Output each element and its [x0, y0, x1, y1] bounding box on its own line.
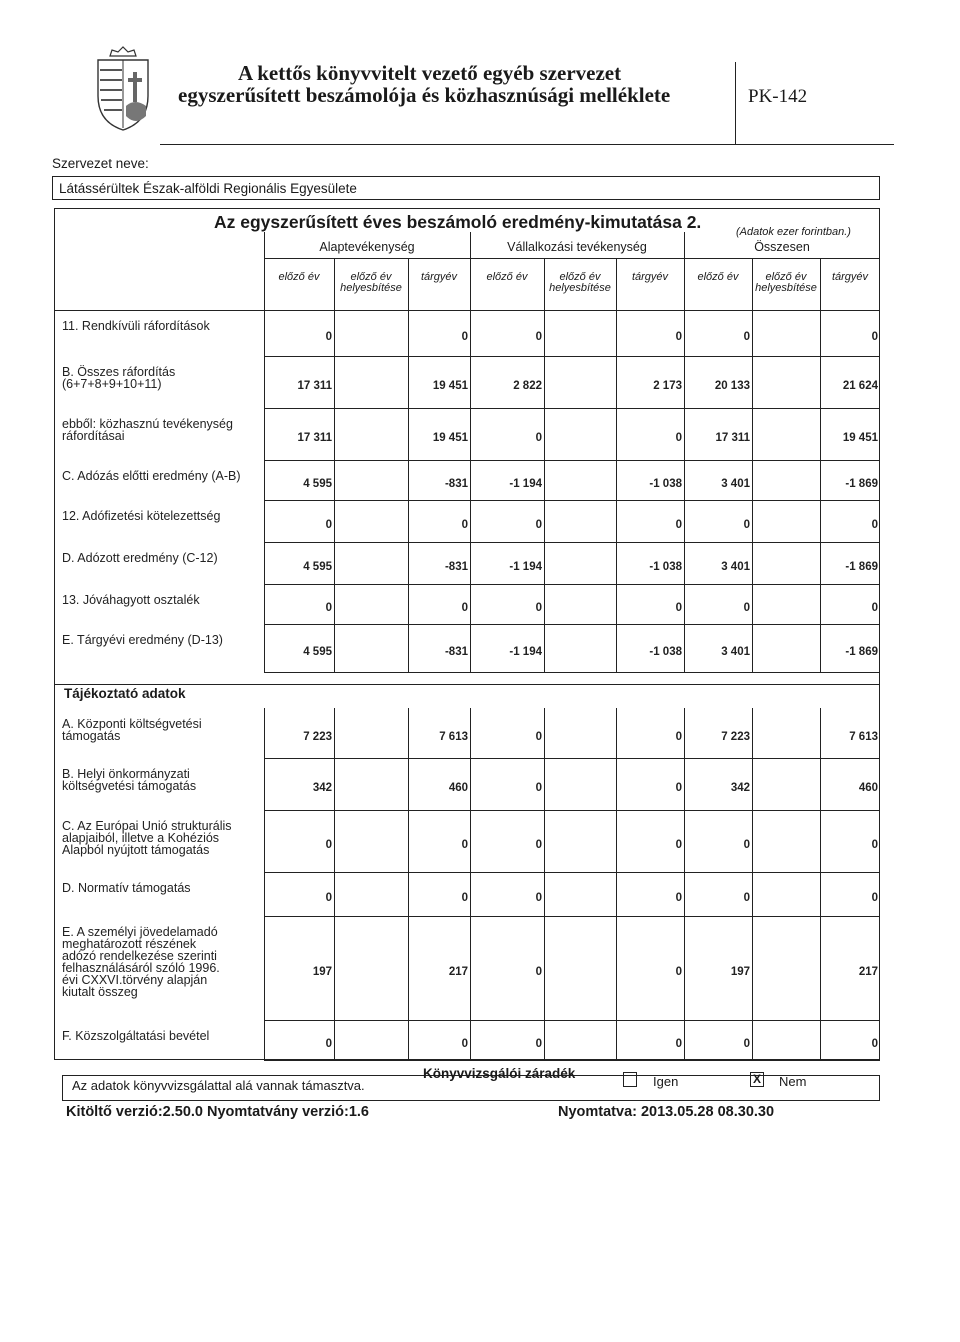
subheader-prev: előző év: [697, 271, 739, 283]
main-row-value: 4 595: [303, 646, 332, 658]
form-title: [178, 62, 670, 106]
main-row-value: 0: [871, 331, 878, 343]
main-row-value: 19 451: [842, 432, 878, 444]
main-row-value: 0: [461, 602, 468, 614]
info-row-label: A. Központi költségvetési támogatás: [62, 717, 202, 743]
info-row-value: 197: [730, 966, 750, 978]
main-row-value: 2 822: [513, 380, 542, 392]
subheader-current: tárgyév: [420, 271, 458, 283]
main-row-value: 0: [535, 602, 542, 614]
main-row-label: 11. Rendkívüli ráfordítások: [62, 319, 210, 333]
org-name: Látássérültek Észak-alföldi Regionális Egyesülete: [59, 181, 357, 196]
info-row-value: 197: [312, 966, 332, 978]
info-row-value: 7 613: [439, 731, 468, 743]
subheader-current: tárgyév: [631, 271, 669, 283]
main-row-value: -1 038: [649, 561, 682, 573]
subheader-prev-adj: előző év helyesbítése: [340, 271, 402, 294]
main-row-value: 0: [535, 519, 542, 531]
info-row-value: 0: [535, 892, 542, 904]
info-row-value: 0: [535, 1038, 542, 1050]
main-row-value: 0: [871, 602, 878, 614]
main-row-value: 3 401: [721, 478, 750, 490]
main-row-value: -1 194: [509, 646, 542, 658]
checkbox-nem[interactable]: X: [750, 1072, 764, 1087]
main-row-value: 21 624: [842, 380, 878, 392]
info-row-value: 0: [535, 839, 542, 851]
info-row-label: E. A személyi jövedelamadó meghatározott részének adózó rendelkezése szerinti felhasználásáról szóló 1996. évi CXXVI.törvény alapján kiutalt összeg: [62, 925, 220, 999]
subheader-current: tárgyév: [831, 271, 869, 283]
version-text: Kitöltő verzió:2.50.0 Nyomtatvány verzió:1.6: [66, 1104, 369, 1120]
info-row-value: 342: [312, 782, 332, 794]
main-row-value: 0: [871, 519, 878, 531]
main-row-value: 0: [743, 331, 750, 343]
subheader-prev-adj: előző év helyesbítése: [755, 271, 817, 294]
main-row-value: 17 311: [297, 380, 332, 392]
main-row-value: 0: [325, 331, 332, 343]
checkbox-igen-label: Igen: [653, 1074, 679, 1089]
main-row-value: 0: [743, 602, 750, 614]
main-row-label: ebből: közhasznú tevékenység ráfordításai: [62, 417, 233, 443]
main-row-value: 0: [675, 519, 682, 531]
main-row-value: -831: [444, 478, 468, 490]
main-row-label: E. Tárgyévi eredmény (D-13): [62, 633, 223, 647]
info-row-label: B. Helyi önkormányzati költségvetési támogatás: [62, 767, 197, 793]
info-row-value: 0: [675, 966, 682, 978]
info-row-value: 0: [871, 1038, 878, 1050]
info-row-label: F. Közszolgáltatási bevétel: [62, 1029, 210, 1043]
main-row-value: -1 194: [509, 561, 542, 573]
main-row-value: -1 038: [649, 478, 682, 490]
info-row-value: 7 223: [303, 731, 332, 743]
main-row-value: -1 869: [845, 478, 878, 490]
main-row-value: -831: [444, 561, 468, 573]
audit-label: Könyvvizsgálói záradék: [423, 1066, 576, 1081]
info-row-value: 0: [325, 839, 332, 851]
subheader-prev: előző év: [486, 271, 528, 283]
checkbox-igen[interactable]: [623, 1072, 637, 1087]
table-title: Az egyszerűsített éves beszámoló eredmény-kimutatása 2.: [214, 212, 702, 232]
info-row-value: 0: [675, 892, 682, 904]
unit-note: (Adatok ezer forintban.): [736, 226, 851, 238]
main-row-value: 4 595: [303, 561, 332, 573]
subheader-prev-adj: előző év helyesbítése: [549, 271, 611, 294]
info-row-value: 0: [675, 1038, 682, 1050]
form-title-line2: egyszerűsített beszámolója és közhasznúsági melléklete: [178, 83, 671, 107]
info-row-value: 0: [535, 782, 542, 794]
info-row-value: 0: [675, 839, 682, 851]
main-row-value: 17 311: [297, 432, 332, 444]
main-row-value: 0: [461, 331, 468, 343]
info-row-value: 0: [461, 839, 468, 851]
checkbox-nem-label: Nem: [779, 1074, 807, 1089]
main-row-label: 12. Adófizetési kötelezettség: [62, 509, 221, 523]
main-row-value: 3 401: [721, 561, 750, 573]
main-row-value: 0: [325, 602, 332, 614]
org-name-box: [52, 176, 880, 200]
main-row-label: B. Összes ráfordítás (6+7+8+9+10+11): [62, 365, 176, 391]
group-total: Összesen: [754, 240, 810, 254]
main-row-value: 4 595: [303, 478, 332, 490]
info-row-value: 0: [743, 1038, 750, 1050]
main-row-value: 2 173: [653, 380, 682, 392]
subheader-prev: előző év: [278, 271, 320, 283]
main-row-value: -1 038: [649, 646, 682, 658]
print-timestamp: Nyomtatva: 2013.05.28 08.30.30: [558, 1104, 775, 1120]
info-row-label: C. Az Európai Unió strukturális alapjaiból, illetve a Kohéziós Alapból nyújtott támogatás: [62, 819, 232, 857]
info-row-value: 0: [675, 731, 682, 743]
main-row-value: 0: [461, 519, 468, 531]
info-row-value: 460: [858, 782, 878, 794]
info-row-value: 0: [743, 839, 750, 851]
main-row-value: 0: [743, 519, 750, 531]
main-row-value: -1 194: [509, 478, 542, 490]
info-row-value: 0: [325, 1038, 332, 1050]
main-row-value: 0: [535, 331, 542, 343]
main-row-value: -1 869: [845, 646, 878, 658]
info-row-value: 0: [461, 892, 468, 904]
main-row-label: D. Adózott eredmény (C-12): [62, 551, 218, 565]
info-row-value: 0: [871, 892, 878, 904]
info-row-value: 7 223: [721, 731, 750, 743]
main-row-value: 19 451: [432, 432, 468, 444]
hungarian-coat-of-arms-icon: [88, 46, 158, 132]
group-business: Vállalkozási tevékenység: [507, 240, 647, 254]
info-row-value: 0: [535, 731, 542, 743]
info-row-value: 0: [461, 1038, 468, 1050]
info-row-value: 342: [730, 782, 750, 794]
main-row-value: 0: [535, 432, 542, 444]
main-row-value: -831: [444, 646, 468, 658]
main-row-label: 13. Jóváhagyott osztalék: [62, 593, 200, 607]
org-label: Szervezet neve:: [52, 156, 149, 171]
info-row-value: 217: [858, 966, 878, 978]
info-row-value: 7 613: [849, 731, 878, 743]
main-row-value: 0: [325, 519, 332, 531]
main-row-value: 17 311: [715, 432, 750, 444]
info-row-value: 217: [448, 966, 468, 978]
form-title-line1: A kettős könyvvitelt vezető egyéb szervezet: [238, 61, 622, 85]
info-row-value: 0: [871, 839, 878, 851]
main-row-value: -1 869: [845, 561, 878, 573]
form-code: PK-142: [748, 86, 808, 107]
info-row-label: D. Normatív támogatás: [62, 881, 191, 895]
info-row-value: 0: [535, 966, 542, 978]
info-row-value: 0: [325, 892, 332, 904]
audit-statement: Az adatok könyvvizsgálattal alá vannak támasztva.: [72, 1078, 365, 1093]
main-row-value: 0: [675, 432, 682, 444]
main-row-label: C. Adózás előtti eredmény (A-B): [62, 469, 241, 483]
main-row-value: 0: [675, 602, 682, 614]
info-title: Tájékoztató adatok: [64, 686, 186, 701]
info-row-value: 0: [675, 782, 682, 794]
main-row-value: 20 133: [714, 380, 750, 392]
main-row-value: 0: [675, 331, 682, 343]
info-row-value: 0: [743, 892, 750, 904]
main-row-value: 19 451: [432, 380, 468, 392]
main-row-value: 3 401: [721, 646, 750, 658]
group-basic: Alaptevékenység: [319, 240, 415, 254]
info-row-value: 460: [448, 782, 468, 794]
